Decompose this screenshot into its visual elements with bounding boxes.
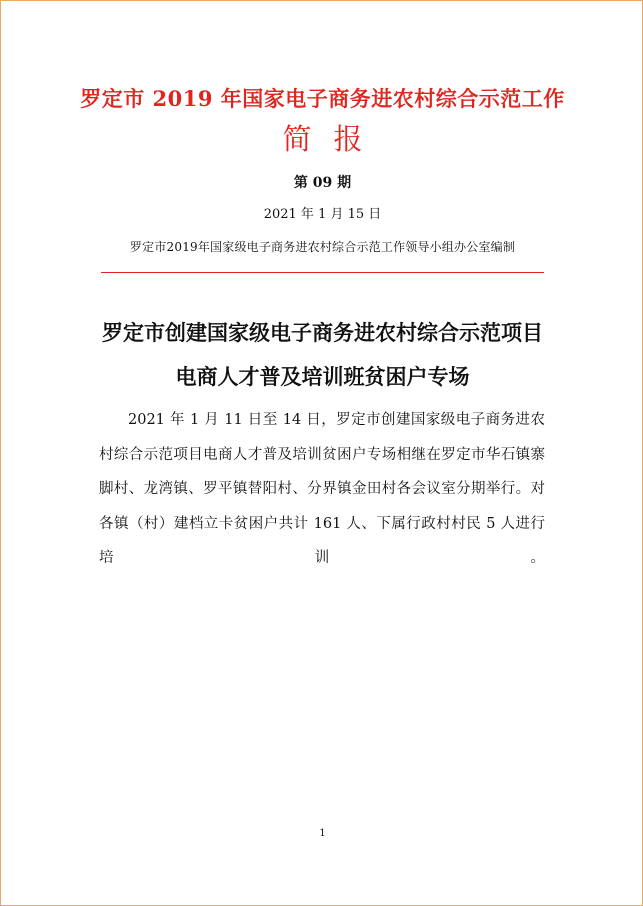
red-divider: [101, 272, 544, 273]
article-paragraph: 2021 年 1 月 11 日至 14 日，罗定市创建国家级电子商务进农村综合示范项目电商人才普及培训贫困户专场相继在罗定市华石镇寨脚村、龙湾镇、罗平镇替阳村、分界镇金田村各会议室分期举行。对各镇（村）建档立卡贫困户共计 161 人、下属行政村村民 5 人进行培训。: [99, 412, 545, 566]
page-number: 1: [319, 828, 326, 839]
issue-number: 第 09 期: [293, 175, 352, 191]
article-title-line-2: 电商人才普及培训班贫困户专场: [175, 364, 470, 389]
bulletin-subtitle: 简报: [282, 122, 385, 156]
bulletin-header-title: 罗定市 2019 年国家电子商务进农村综合示范工作: [80, 86, 565, 111]
article-title: [1, 313, 643, 401]
publish-date: 2021 年 1 月 15 日: [263, 207, 382, 222]
editor-line: 罗定市2019年国家级电子商务进农村综合示范工作领导小组办公室编制: [129, 240, 516, 254]
article-body: [99, 403, 545, 576]
article-title-line-1: 罗定市创建国家级电子商务进农村综合示范项目: [102, 320, 543, 345]
